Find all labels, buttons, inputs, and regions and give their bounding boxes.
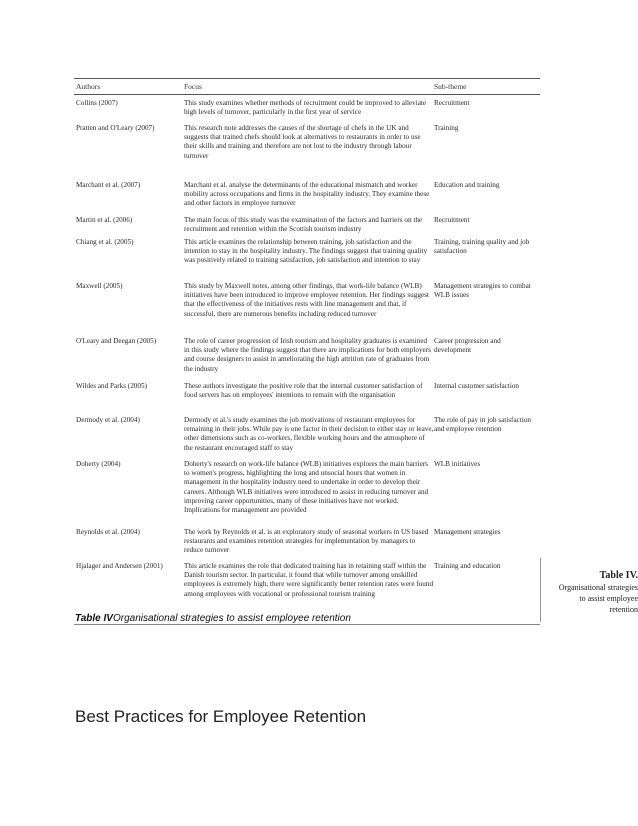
subtheme-cell: Management strategies: [434, 528, 501, 536]
subtheme-cell: Recruitment: [434, 216, 470, 224]
author-cell: O'Leary and Deegan (2005): [76, 337, 157, 345]
focus-cell: This article examines the relationship between training, job satisfaction and the intention to stay in the hospitality industry. The findings suggest that training quality was positively related to training satisfaction, job satisfaction and intention to stay: [184, 238, 428, 265]
subtheme-cell: Training, training quality and job satisfaction: [434, 238, 530, 256]
author-cell: Reynolds et al. (2004): [76, 528, 140, 536]
author-cell: Marchant et al. (2007): [76, 181, 141, 189]
author-cell: Chiang et al. (2005): [76, 238, 134, 246]
subtheme-cell: Education and training: [434, 181, 500, 189]
focus-cell: This article examines the role that dedicated training has in retaining staff within the Danish tourism sector. In particular, it found that while turnover among unskilled employees is extremely high, there were significantly better retention rates were found among employees with vocational or professional tourism training: [184, 562, 434, 598]
subtheme-cell: Internal customer satisfaction: [434, 382, 520, 390]
subtheme-cell: Training: [434, 124, 459, 132]
author-cell: Hjalager and Andersen (2001): [76, 562, 163, 570]
scanned-table-image: [74, 74, 540, 626]
header-subtheme: Sub-theme: [434, 82, 467, 91]
author-cell: Wildes and Parks (2005): [76, 382, 147, 390]
table-label-line: retention: [609, 605, 638, 614]
author-cell: Martin et al. (2006): [76, 216, 133, 224]
header-authors: Authors: [76, 82, 101, 91]
subtheme-cell: WLB initiatives: [434, 460, 481, 468]
subtheme-cell: Career progression and development: [434, 337, 501, 355]
author-cell: Doherty (2004): [76, 460, 121, 468]
focus-cell: Marchant et al. analyse the determinants of the educational mismatch and worker mobility across occupations and firms in the hospitality industry. They examine these and other factors in employee turnover: [184, 181, 430, 208]
subtheme-cell: Management strategies to combat WLB issues: [434, 282, 531, 300]
caption-label: Table IV: [75, 613, 113, 624]
author-cell: Maxwell (2005): [76, 282, 123, 290]
focus-cell: This study examines whether methods of recruitment could be improved to alleviate high levels of turnover, particularly in the first year of service: [184, 99, 427, 117]
section-heading: Best Practices for Employee Retention: [75, 707, 367, 726]
table-caption: [75, 613, 351, 624]
header-bottom-rule: [74, 94, 540, 95]
subtheme-cell: Training and education: [434, 562, 501, 570]
focus-cell: Dermody et al.'s study examines the job motivations of restaurant employees for remaining in their jobs. While pay is one factor in their decision to either stay or leave, other dimensions such as co-workers, flexible working hours and the atmosphere of the restaurant encouraged staff to stay: [184, 416, 434, 452]
subtheme-cell: The role of pay in job satisfaction and employee retention: [434, 416, 532, 434]
focus-cell: These authors investigate the positive role that the internal customer satisfaction of food servers has on employees' intentions to remain with the organisation: [184, 382, 423, 400]
focus-cell: This research note addresses the causes of the shortage of chefs in the UK and suggests that trained chefs should look at alternatives to restaurants in order to use their skills and training and therefore are not lost to the industry through labour turnover: [184, 124, 421, 160]
focus-cell: The role of career progression of Irish tourism and hospitality graduates is examined in this study where the findings suggest that there are implications for both employers and course designers to assist in ameliorating the high attrition rate of graduates from the industry: [184, 337, 431, 373]
table-label-line: to assist employee: [579, 594, 638, 603]
table-label-line: Organisational strategies: [558, 583, 638, 592]
focus-cell: This study by Maxwell notes, among other findings, that work-life balance (WLB) initiatives have been introduced to improve employee retention. Her findings suggest that the effectiveness of the initiatives rests with line management and that, if successful, there are numerous benefits including reduced turnover: [184, 282, 429, 318]
author-cell: Dermody et al. (2004): [76, 416, 140, 424]
author-cell: Pratten and O'Leary (2007): [76, 124, 155, 132]
focus-cell: Doherty's research on work-life balance (WLB) initiatives explores the main barriers to women's progress, highlighting the long and unsocial hours that women in management in the hospitality industry need to undertake in order to develop their careers. Although WLB initiatives were introduced to assist in reducing turnover and improving career opportunities, many of these initiatives have not worked. Implications for management are provided: [184, 460, 429, 515]
focus-cell: The work by Reynolds et al. is an exploratory study of seasonal workers in US based restaurants and examines retention strategies for implementation by managers to reduce turnover: [184, 528, 429, 555]
table-bottom-rule: [74, 624, 540, 625]
table-top-rule: [74, 78, 540, 79]
header-focus: Focus: [184, 82, 202, 91]
author-cell: Collins (2007): [76, 99, 118, 107]
table-side-label: [540, 569, 638, 615]
focus-cell: The main focus of this study was the examination of the factors and barriers on the recruitment and retention within the Scottish tourism industry: [184, 216, 423, 234]
table-label-title: Table IV.: [599, 570, 638, 581]
caption-text: Organisational strategies to assist employee retention: [112, 613, 351, 624]
subtheme-cell: Recruitment: [434, 99, 470, 107]
